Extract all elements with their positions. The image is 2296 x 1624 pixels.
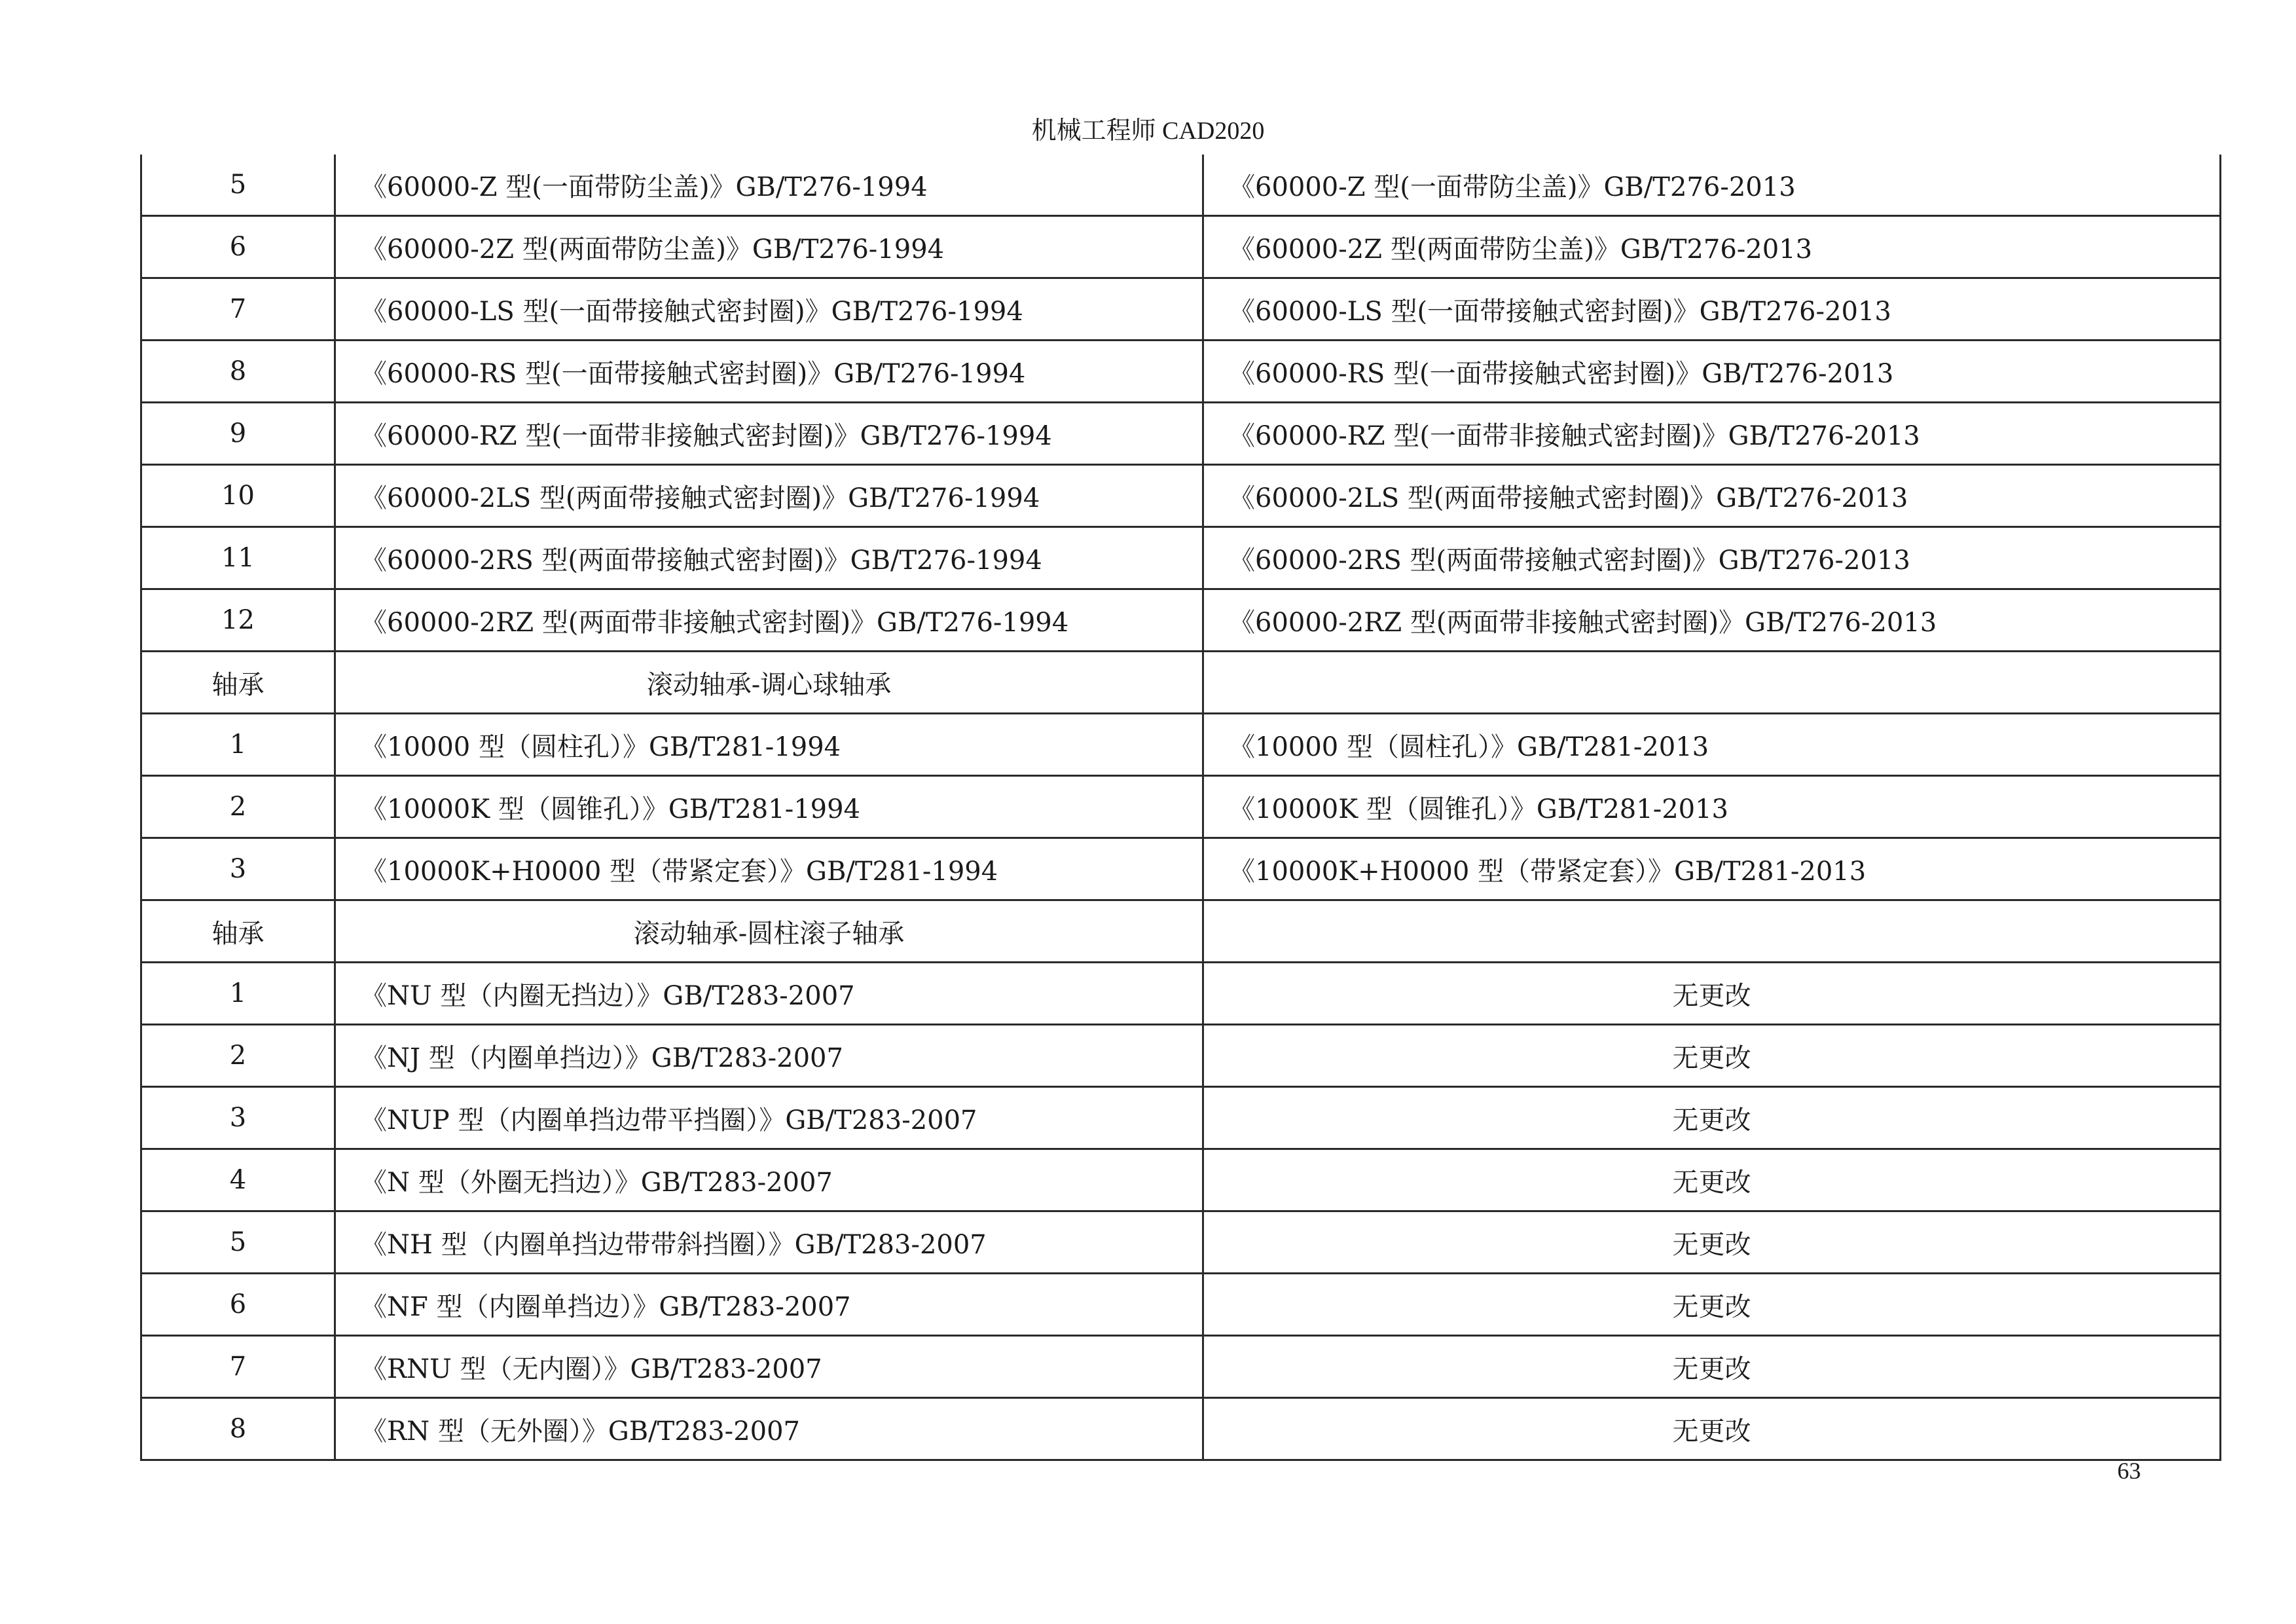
old-standard-cell: 《10000K+H0000 型（带紧定套）》GB/T281-1994 [335,838,1203,900]
row-number-cell: 5 [141,1211,335,1274]
old-standard-cell: 《60000-2Z 型(两面带防尘盖)》GB/T276-1994 [335,216,1203,278]
section-category-cell: 轴承 [141,900,335,963]
no-change-cell: 无更改 [1203,1025,2221,1087]
table-row [141,963,2221,1025]
new-standard-cell: 《60000-2RS 型(两面带接触式密封圈)》GB/T276-2013 [1203,527,2221,589]
row-number-cell: 5 [141,155,335,216]
new-standard-cell: 《60000-Z 型(一面带防尘盖)》GB/T276-2013 [1203,155,2221,216]
old-standard-cell: 《N 型（外圈无挡边）》GB/T283-2007 [335,1149,1203,1211]
no-change-cell: 无更改 [1203,1149,2221,1211]
standards-table [140,155,2221,1461]
section-row [141,652,2221,714]
row-number-cell: 1 [141,714,335,776]
page-header-title: 机械工程师 CAD2020 [1031,117,1265,145]
old-standard-cell: 《RN 型（无外圈）》GB/T283-2007 [335,1398,1203,1460]
row-number-cell: 2 [141,776,335,838]
no-change-cell: 无更改 [1203,1336,2221,1398]
section-row [141,900,2221,963]
old-standard-cell: 《60000-2RZ 型(两面带非接触式密封圈)》GB/T276-1994 [335,589,1203,652]
old-standard-cell: 《60000-Z 型(一面带防尘盖)》GB/T276-1994 [335,155,1203,216]
table-body [141,155,2221,1460]
no-change-cell: 无更改 [1203,1398,2221,1460]
no-change-cell: 无更改 [1203,1274,2221,1336]
table-row [141,1025,2221,1087]
row-number-cell: 1 [141,963,335,1025]
table-row [141,1087,2221,1149]
new-standard-cell: 《60000-2Z 型(两面带防尘盖)》GB/T276-2013 [1203,216,2221,278]
old-standard-cell: 《NUP 型（内圈单挡边带平挡圈）》GB/T283-2007 [335,1087,1203,1149]
table-row [141,527,2221,589]
row-number-cell: 7 [141,1336,335,1398]
row-number-cell: 11 [141,527,335,589]
table-row [141,155,2221,216]
section-empty-cell [1203,900,2221,963]
section-title-cell: 滚动轴承-调心球轴承 [335,652,1203,714]
row-number-cell: 12 [141,589,335,652]
new-standard-cell: 《60000-RZ 型(一面带非接触式密封圈)》GB/T276-2013 [1203,403,2221,465]
table-row [141,1211,2221,1274]
table-row [141,714,2221,776]
old-standard-cell: 《60000-LS 型(一面带接触式密封圈)》GB/T276-1994 [335,278,1203,341]
old-standard-cell: 《NF 型（内圈单挡边）》GB/T283-2007 [335,1274,1203,1336]
row-number-cell: 8 [141,1398,335,1460]
row-number-cell: 8 [141,341,335,403]
row-number-cell: 7 [141,278,335,341]
old-standard-cell: 《10000K 型（圆锥孔）》GB/T281-1994 [335,776,1203,838]
new-standard-cell: 《10000K 型（圆锥孔）》GB/T281-2013 [1203,776,2221,838]
old-standard-cell: 《NH 型（内圈单挡边带带斜挡圈）》GB/T283-2007 [335,1211,1203,1274]
new-standard-cell: 《10000K+H0000 型（带紧定套）》GB/T281-2013 [1203,838,2221,900]
table-row [141,341,2221,403]
row-number-cell: 2 [141,1025,335,1087]
no-change-cell: 无更改 [1203,963,2221,1025]
row-number-cell: 6 [141,216,335,278]
old-standard-cell: 《NU 型（内圈无挡边）》GB/T283-2007 [335,963,1203,1025]
old-standard-cell: 《60000-RS 型(一面带接触式密封圈)》GB/T276-1994 [335,341,1203,403]
no-change-cell: 无更改 [1203,1087,2221,1149]
section-title-cell: 滚动轴承-圆柱滚子轴承 [335,900,1203,963]
old-standard-cell: 《10000 型（圆柱孔）》GB/T281-1994 [335,714,1203,776]
row-number-cell: 4 [141,1149,335,1211]
new-standard-cell: 《10000 型（圆柱孔）》GB/T281-2013 [1203,714,2221,776]
table-row [141,1149,2221,1211]
table-row [141,1398,2221,1460]
row-number-cell: 6 [141,1274,335,1336]
table-row [141,1274,2221,1336]
row-number-cell: 3 [141,838,335,900]
section-empty-cell [1203,652,2221,714]
table-row [141,1336,2221,1398]
new-standard-cell: 《60000-2LS 型(两面带接触式密封圈)》GB/T276-2013 [1203,465,2221,527]
row-number-cell: 3 [141,1087,335,1149]
new-standard-cell: 《60000-2RZ 型(两面带非接触式密封圈)》GB/T276-2013 [1203,589,2221,652]
table-row [141,465,2221,527]
new-standard-cell: 《60000-LS 型(一面带接触式密封圈)》GB/T276-2013 [1203,278,2221,341]
table-row [141,278,2221,341]
section-category-cell: 轴承 [141,652,335,714]
row-number-cell: 9 [141,403,335,465]
row-number-cell: 10 [141,465,335,527]
old-standard-cell: 《60000-RZ 型(一面带非接触式密封圈)》GB/T276-1994 [335,403,1203,465]
table-row [141,589,2221,652]
table-row [141,403,2221,465]
page-number: 63 [2117,1458,2141,1484]
new-standard-cell: 《60000-RS 型(一面带接触式密封圈)》GB/T276-2013 [1203,341,2221,403]
table-row [141,216,2221,278]
table-row [141,776,2221,838]
old-standard-cell: 《RNU 型（无内圈）》GB/T283-2007 [335,1336,1203,1398]
old-standard-cell: 《60000-2RS 型(两面带接触式密封圈)》GB/T276-1994 [335,527,1203,589]
table-row [141,838,2221,900]
old-standard-cell: 《60000-2LS 型(两面带接触式密封圈)》GB/T276-1994 [335,465,1203,527]
no-change-cell: 无更改 [1203,1211,2221,1274]
old-standard-cell: 《NJ 型（内圈单挡边）》GB/T283-2007 [335,1025,1203,1087]
